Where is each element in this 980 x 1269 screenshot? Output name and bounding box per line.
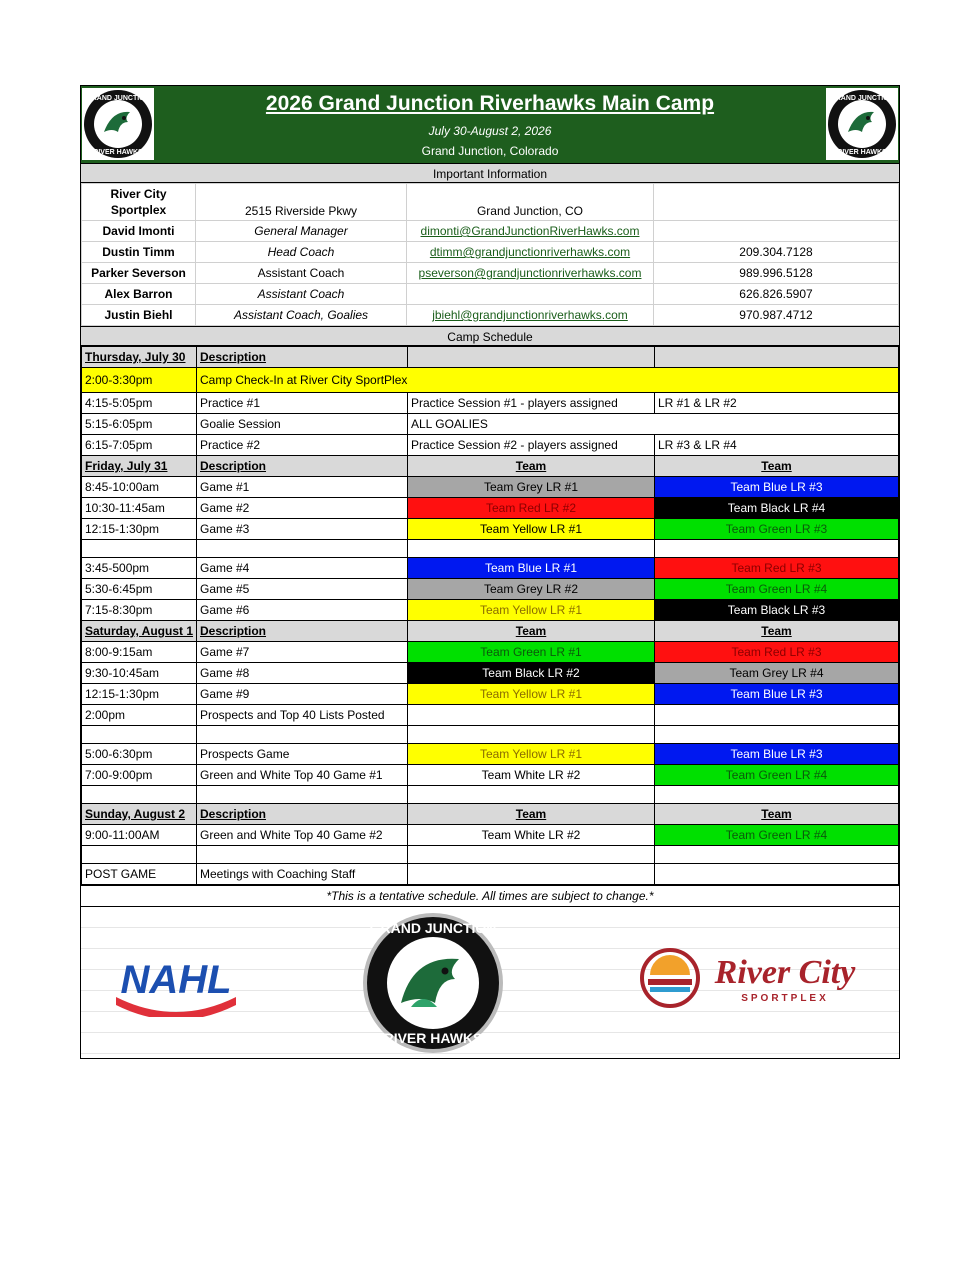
nahl-logo-icon xyxy=(111,947,241,1017)
contact-email-link[interactable]: jbiehl@grandjunctionriverhawks.com xyxy=(432,308,628,322)
svg-text:NAHL: NAHL xyxy=(120,958,232,1002)
team-cell-black: Team Black LR #3 xyxy=(655,600,899,621)
spacer-row xyxy=(82,786,899,804)
table-row: 8:45-10:00am Game #1 Team Grey LR #1 Team Blue LR #3 xyxy=(82,477,899,498)
contact-email-link[interactable]: pseverson@grandjunctionriverhawks.com xyxy=(418,266,642,280)
team-cell-black: Team Black LR #2 xyxy=(408,663,655,684)
svg-text:GRAND JUNCTION: GRAND JUNCTION xyxy=(86,95,150,102)
team-cell-red: Team Red LR #3 xyxy=(655,642,899,663)
river-city-sportplex-logo-icon xyxy=(637,945,867,1011)
team-cell-red: Team Red LR #2 xyxy=(408,498,655,519)
table-row: 3:45-500pm Game #4 Team Blue LR #1 Team Red LR #3 xyxy=(82,558,899,579)
day-header-saturday: Saturday, August 1 Description Team Team xyxy=(82,621,899,642)
contact-phone: 989.996.5128 xyxy=(654,263,899,284)
table-row: 9:00-11:00AM Green and White Top 40 Game #2 Team White LR #2 Team Green LR #4 xyxy=(82,825,899,846)
table-row: 2:00pm Prospects and Top 40 Lists Posted xyxy=(82,705,899,726)
svg-text:SPORTPLEX: SPORTPLEX xyxy=(741,993,829,1004)
contact-phone: 626.826.5907 xyxy=(654,284,899,305)
page-title: 2026 Grand Junction Riverhawks Main Camp xyxy=(265,92,715,115)
team-cell-blue: Team Blue LR #3 xyxy=(655,684,899,705)
camp-dates: July 30-August 2, 2026 xyxy=(428,124,552,138)
table-row: 9:30-10:45am Game #8 Team Black LR #2 Team Grey LR #4 xyxy=(82,663,899,684)
day-header-thursday: Thursday, July 30 Description xyxy=(82,347,899,368)
schedule-table xyxy=(81,346,899,885)
venue-address: 2515 Riverside Pkwy xyxy=(196,184,407,221)
contact-name: David Imonti xyxy=(82,221,196,242)
spacer-row xyxy=(82,726,899,744)
tentative-note: *This is a tentative schedule. All times are subject to change.* xyxy=(81,885,899,906)
team-cell-red: Team Red LR #3 xyxy=(655,558,899,579)
svg-text:RIVER HAWKS: RIVER HAWKS xyxy=(837,149,887,156)
contact-role: General Manager xyxy=(196,221,407,242)
table-row: 5:30-6:45pm Game #5 Team Grey LR #2 Team Green LR #4 xyxy=(82,579,899,600)
contact-name: Alex Barron xyxy=(82,284,196,305)
team-cell-yellow: Team Yellow LR #1 xyxy=(408,744,655,765)
contact-role: Assistant Coach, Goalies xyxy=(196,305,407,326)
important-info-label: Important Information xyxy=(81,163,899,183)
team-cell-green: Team Green LR #4 xyxy=(655,765,899,786)
contact-name: Dustin Timm xyxy=(82,242,196,263)
team-cell-blue: Team Blue LR #3 xyxy=(655,744,899,765)
team-cell-yellow: Team Yellow LR #1 xyxy=(408,684,655,705)
contact-row xyxy=(82,284,899,305)
team-cell-yellow: Team Yellow LR #1 xyxy=(408,600,655,621)
contact-phone xyxy=(654,221,899,242)
contact-role: Assistant Coach xyxy=(196,263,407,284)
table-row: 8:00-9:15am Game #7 Team Green LR #1 Team Red LR #3 xyxy=(82,642,899,663)
table-row: 6:15-7:05pm Practice #2 Practice Session #2 - players assigned LR #3 & LR #4 xyxy=(82,435,899,456)
contact-name: Justin Biehl xyxy=(82,305,196,326)
team-cell-grey: Team Grey LR #4 xyxy=(655,663,899,684)
contact-phone: 970.987.4712 xyxy=(654,305,899,326)
spacer-row xyxy=(82,540,899,558)
riverhawks-logo-icon xyxy=(826,88,898,160)
header-banner xyxy=(81,86,899,163)
team-cell-green: Team Green LR #4 xyxy=(655,825,899,846)
team-cell-white: Team White LR #2 xyxy=(408,765,655,786)
table-row: 5:00-6:30pm Prospects Game Team Yellow LR #1 Team Blue LR #3 xyxy=(82,744,899,765)
table-row: POST GAME Meetings with Coaching Staff xyxy=(82,864,899,885)
team-cell-green: Team Green LR #1 xyxy=(408,642,655,663)
contact-row xyxy=(82,221,899,242)
team-cell-grey: Team Grey LR #2 xyxy=(408,579,655,600)
svg-text:RIVER HAWKS: RIVER HAWKS xyxy=(383,1030,483,1046)
sponsor-footer xyxy=(81,906,899,1058)
info-table xyxy=(81,183,899,326)
contact-row xyxy=(82,263,899,284)
team-cell-green: Team Green LR #4 xyxy=(655,579,899,600)
svg-text:GRAND JUNCTION: GRAND JUNCTION xyxy=(830,95,894,102)
schedule-row-checkin: 2:00-3:30pm Camp Check-In at River City SportPlex xyxy=(82,368,899,393)
camp-location: Grand Junction, Colorado xyxy=(421,144,559,158)
svg-text:GRAND JUNCTION: GRAND JUNCTION xyxy=(369,920,497,936)
contact-name: Parker Severson xyxy=(82,263,196,284)
team-cell-blue: Team Blue LR #3 xyxy=(655,477,899,498)
riverhawks-logo-right xyxy=(826,88,898,160)
svg-text:River City: River City xyxy=(714,954,856,991)
venue-city: Grand Junction, CO xyxy=(407,184,654,221)
team-cell-white: Team White LR #2 xyxy=(408,825,655,846)
team-cell-green: Team Green LR #3 xyxy=(655,519,899,540)
contact-role: Assistant Coach xyxy=(196,284,407,305)
day-header-friday: Friday, July 31 Description Team Team xyxy=(82,456,899,477)
team-cell-grey: Team Grey LR #1 xyxy=(408,477,655,498)
table-row: 12:15-1:30pm Game #9 Team Yellow LR #1 Team Blue LR #3 xyxy=(82,684,899,705)
table-row: 4:15-5:05pm Practice #1 Practice Session #1 - players assigned LR #1 & LR #2 xyxy=(82,393,899,414)
team-cell-yellow: Team Yellow LR #1 xyxy=(408,519,655,540)
table-row: 7:00-9:00pm Green and White Top 40 Game #1 Team White LR #2 Team Green LR #4 xyxy=(82,765,899,786)
team-cell-blue: Team Blue LR #1 xyxy=(408,558,655,579)
contact-email-link[interactable]: dtimm@grandjunctionriverhawks.com xyxy=(429,245,631,259)
venue-row xyxy=(82,184,899,221)
day-header-sunday: Sunday, August 2 Description Team Team xyxy=(82,804,899,825)
contact-row xyxy=(82,305,899,326)
team-cell-black: Team Black LR #4 xyxy=(655,498,899,519)
table-row: 7:15-8:30pm Game #6 Team Yellow LR #1 Team Black LR #3 xyxy=(82,600,899,621)
camp-schedule-label: Camp Schedule xyxy=(81,326,899,346)
camp-sheet xyxy=(80,85,900,1059)
svg-text:RIVER HAWKS: RIVER HAWKS xyxy=(93,149,143,156)
venue-name: River City Sportplex xyxy=(82,184,196,221)
table-row: 12:15-1:30pm Game #3 Team Yellow LR #1 Team Green LR #3 xyxy=(82,519,899,540)
riverhawks-logo-icon xyxy=(361,911,506,1056)
contact-role: Head Coach xyxy=(196,242,407,263)
table-row: 5:15-6:05pm Goalie Session ALL GOALIES xyxy=(82,414,899,435)
table-row: 10:30-11:45am Game #2 Team Red LR #2 Team Black LR #4 xyxy=(82,498,899,519)
contact-row xyxy=(82,242,899,263)
spacer-row xyxy=(82,846,899,864)
contact-phone: 209.304.7128 xyxy=(654,242,899,263)
contact-email-link[interactable]: dimonti@GrandJunctionRiverHawks.com xyxy=(420,224,640,238)
